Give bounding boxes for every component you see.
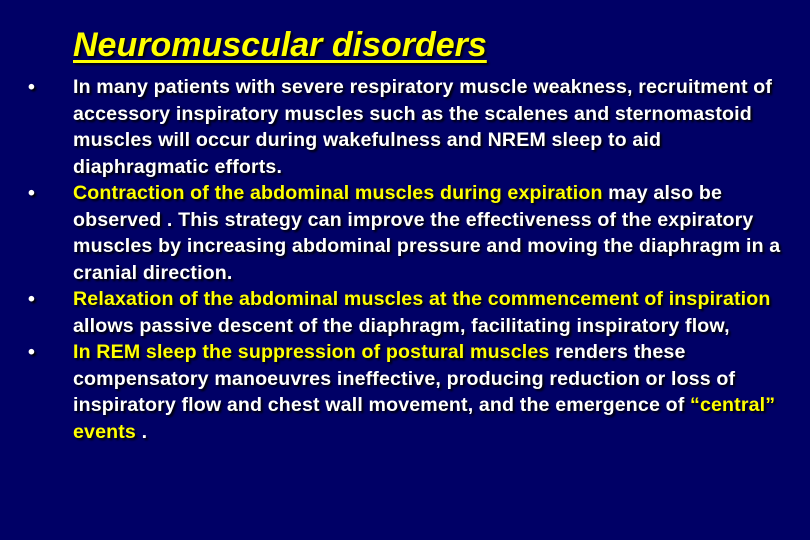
bullet-item bbox=[0, 180, 800, 286]
highlighted-text: Contraction of the abdominal muscles during expiration bbox=[73, 182, 603, 204]
bullet-marker: • bbox=[28, 341, 36, 363]
bullet-text: allows passive descent of the diaphragm, facilitating inspiratory flow, bbox=[73, 314, 730, 337]
highlighted-text: In REM sleep the suppression of postural muscles bbox=[73, 341, 550, 363]
highlighted-text: Relaxation of the abdominal muscles at the commencement of inspiration bbox=[73, 288, 771, 310]
bullet-marker: • bbox=[28, 76, 36, 98]
slide-title: Neuromuscular disorders bbox=[73, 26, 487, 64]
bullet-text: . bbox=[135, 420, 148, 443]
bullet-marker: • bbox=[28, 288, 36, 310]
bullet-item bbox=[0, 286, 800, 339]
bullet-text: may also be observed . This strategy can improve the effectiveness of the expiratory muscles by increasing abdominal pressure and moving the diaphragm in a cranial direction. bbox=[73, 182, 781, 284]
bullet-text: renders these compensatory manoeuvres ineffective, producing reduction or loss of inspiratory flow and chest wall movement, and the emergence of bbox=[73, 341, 736, 416]
bullet-text: In many patients with severe respiratory muscle weakness, recruitment of accessory inspiratory muscles such as the scalenes and sternomastoid muscles will occur during wakefulness and NREM sleep to aid diaphragmatic efforts. bbox=[73, 76, 773, 178]
bullet-item bbox=[0, 339, 800, 445]
bullet-item bbox=[0, 74, 800, 180]
bullet-marker: • bbox=[28, 182, 36, 204]
highlighted-text: “central” events bbox=[73, 394, 776, 443]
bullet-list bbox=[0, 74, 800, 445]
